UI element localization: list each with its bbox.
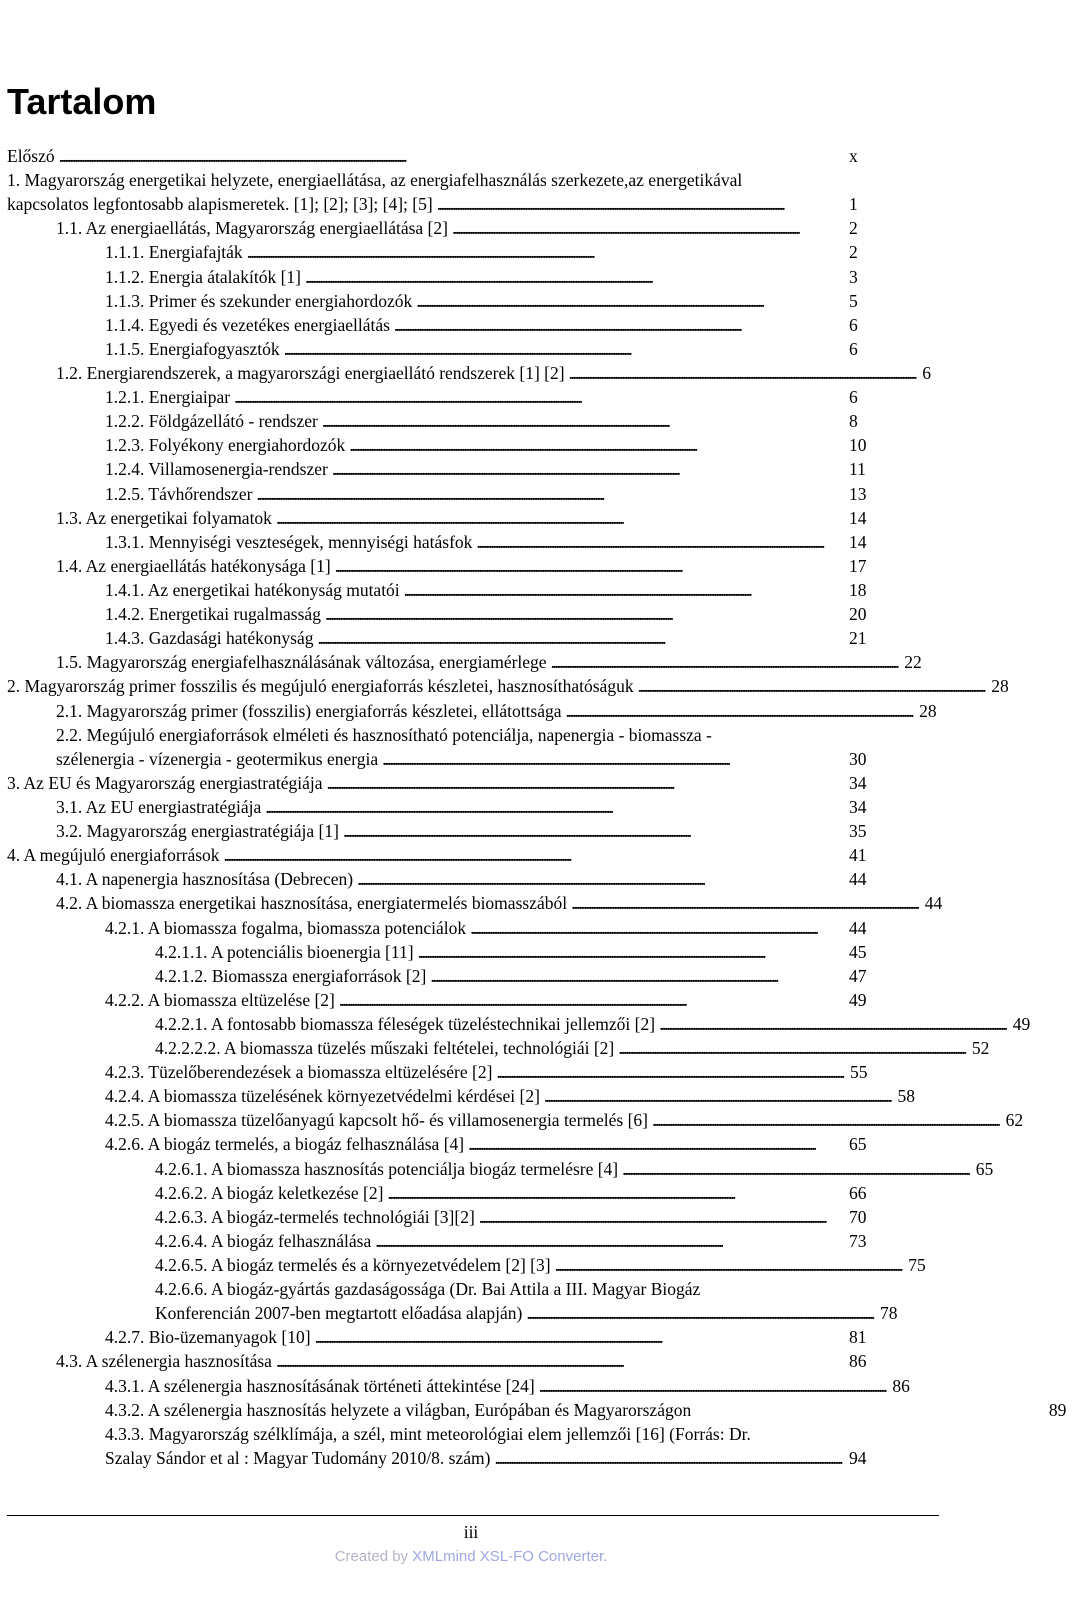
toc-entry-text: 2.1. Magyarország primer (fosszilis) energiaforrás készletei, ellátottsága	[56, 700, 562, 721]
toc-entry[interactable]	[7, 457, 887, 481]
toc-entry[interactable]	[7, 433, 887, 457]
toc-entry[interactable]	[7, 1060, 887, 1084]
toc-entry[interactable]	[7, 771, 887, 795]
toc-leader-dots	[555, 1253, 901, 1277]
toc-page-number: 52	[971, 1038, 990, 1059]
toc-leader-dots	[327, 771, 841, 795]
toc-page-number: 6	[849, 338, 858, 359]
toc-leader-dots	[315, 1325, 841, 1349]
toc-entry[interactable]	[7, 554, 887, 578]
toc-entry-text: 4.1. A napenergia hasznosítása (Debrecen)	[56, 869, 354, 890]
toc-entry[interactable]	[7, 747, 887, 771]
toc-leader-dots	[569, 361, 915, 385]
toc-page-number: 14	[849, 507, 867, 528]
toc-leader-dots	[339, 988, 841, 1012]
toc-entry-text: 1.4. Az energiaellátás hatékonysága [1]	[56, 555, 331, 576]
toc-entry-text: 4.2.5. A biomassza tüzelőanyagú kapcsolt hő- és villamosenergia termelés [6]	[105, 1110, 649, 1131]
toc-entry-text: 3. Az EU és Magyarország energiastratégiája	[7, 772, 323, 793]
toc-entry-text: 4.2.6.1. A biomassza hasznosítás potenciálja biogáz termelésre [4]	[155, 1158, 619, 1179]
toc-leader-dots	[468, 1132, 841, 1156]
toc-page-number: 86	[849, 1351, 867, 1372]
toc-entry-text: Szalay Sándor et al : Magyar Tudomány 2010/8. szám)	[105, 1447, 491, 1468]
footer-divider	[7, 1515, 939, 1516]
toc-entry[interactable]	[7, 192, 887, 216]
toc-entry-text: 4.2.4. A biomassza tüzelésének környezetvédelmi kérdései [2]	[105, 1086, 540, 1107]
toc-page-number: 28	[919, 700, 937, 721]
toc-page-number: 49	[1012, 1013, 1031, 1034]
toc-entry[interactable]	[7, 964, 887, 988]
toc-entry-text: 1.1.5. Energiafogyasztók	[105, 338, 280, 359]
toc-leader-dots	[544, 1084, 890, 1108]
toc-entry-line[interactable]	[7, 1277, 887, 1301]
toc-entry-text: 1.2.3. Folyékony energiahordozók	[105, 435, 346, 456]
toc-entry[interactable]	[7, 819, 887, 843]
toc-page-number: 18	[849, 579, 867, 600]
toc-entry[interactable]	[7, 1036, 990, 1060]
toc-entry-text: Konferencián 2007-ben megtartott előadása alapján)	[155, 1303, 523, 1324]
toc-entry-text: 1.2.1. Energiaipar	[105, 387, 231, 408]
toc-entry-text: 2.2. Megújuló energiaforrások elméleti és hasznosítható potenciálja, napenergia - biomassza -	[56, 724, 712, 745]
toc-page-number: 86	[892, 1375, 910, 1396]
toc-entry[interactable]	[7, 361, 931, 385]
toc-entry-text: 1. Magyarország energetikai helyzete, energiaellátása, az energiafelhasználás szerkezete,az energetikával	[7, 170, 743, 191]
toc-page-number: 8	[849, 411, 858, 432]
toc-leader-dots	[404, 578, 841, 602]
toc-entry[interactable]	[7, 385, 887, 409]
toc-entry[interactable]	[7, 506, 887, 530]
toc-entry[interactable]	[7, 289, 887, 313]
toc-entry-text: 4.2.6.2. A biogáz keletkezése [2]	[155, 1182, 384, 1203]
toc-page-number: 1	[849, 194, 858, 215]
toc-entry-text: 4.2.3. Tüzelőberendezések a biomassza eltüzelésére [2]	[105, 1062, 493, 1083]
toc-leader-dots	[322, 409, 841, 433]
toc-leader-dots	[622, 1157, 968, 1181]
toc-entry-text: 4.2.2.2.2. A biomassza tüzelés műszaki feltételei, technológiái [2]	[155, 1038, 615, 1059]
toc-page-number: 6	[849, 314, 858, 335]
toc-page-number: 2	[849, 242, 858, 263]
toc-entry[interactable]	[7, 988, 887, 1012]
toc-entry[interactable]	[7, 337, 887, 361]
toc-entry[interactable]	[7, 650, 922, 674]
toc-entry[interactable]	[7, 1325, 887, 1349]
toc-entry[interactable]	[7, 1157, 994, 1181]
toc-entry[interactable]	[7, 409, 887, 433]
toc-entry-text: 1.1.3. Primer és szekunder energiahordozók	[105, 290, 413, 311]
toc-entry[interactable]	[7, 313, 887, 337]
toc-leader-dots	[416, 289, 841, 313]
toc-page-number: 11	[849, 459, 866, 480]
toc-leader-dots	[332, 457, 841, 481]
toc-page-number: 70	[849, 1206, 867, 1227]
toc-entry-text: 1.2.4. Villamosenergia-rendszer	[105, 459, 328, 480]
toc-entry-text: 1.1. Az energiaellátás, Magyarország energiaellátása [2]	[56, 218, 448, 239]
toc-leader-dots	[247, 240, 841, 264]
creator-link[interactable]: XMLmind XSL-FO Converter.	[412, 1548, 608, 1565]
toc-entry-text: 1.2.2. Földgázellátó - rendszer	[105, 411, 318, 432]
toc-entry[interactable]	[7, 602, 887, 626]
toc-entry[interactable]	[7, 144, 887, 168]
toc-entry-text: 4.2.6.4. A biogáz felhasználása	[155, 1230, 372, 1251]
toc-entry[interactable]	[7, 216, 887, 240]
toc-entry[interactable]	[7, 867, 887, 891]
toc-page-number: 10	[849, 435, 867, 456]
toc-entry[interactable]	[7, 1084, 916, 1108]
toc-page-number: 6	[922, 362, 931, 383]
toc-entry[interactable]	[7, 795, 887, 819]
toc-leader-dots	[452, 216, 841, 240]
table-of-contents	[7, 144, 1067, 1470]
toc-entry-text: 4. A megújuló energiaforrások	[7, 845, 220, 866]
toc-entry[interactable]	[7, 1181, 887, 1205]
toc-entry-text: 1.1.4. Egyedi és vezetékes energiaellátás	[105, 314, 390, 335]
toc-entry-text: 4.3. A szélenergia hasznosítása	[56, 1351, 272, 1372]
toc-entry-text: Előszó	[7, 146, 55, 166]
toc-entry[interactable]	[7, 1398, 1067, 1422]
toc-leader-dots	[430, 964, 841, 988]
toc-leader-dots	[571, 891, 917, 915]
toc-leader-dots	[418, 940, 841, 964]
toc-entry-text: kapcsolatos legfontosabb alapismeretek. [1]; [2]; [3]; [4]; [5]	[7, 194, 433, 215]
creator-notice	[0, 1546, 942, 1568]
toc-page-number: 81	[849, 1327, 867, 1348]
toc-leader-dots	[476, 530, 841, 554]
page-title: Tartalom	[7, 81, 157, 122]
toc-entry[interactable]	[7, 1253, 926, 1277]
toc-page-number: 49	[849, 989, 867, 1010]
toc-entry-text: 1.4.2. Energetikai rugalmasság	[105, 604, 321, 625]
toc-entry[interactable]	[7, 626, 887, 650]
toc-entry-text: 4.3.2. A szélenergia hasznosítás helyzete a világban, Európában és Magyarországon	[105, 1399, 692, 1420]
toc-entry-text: 4.2.6.5. A biogáz termelés és a környezetvédelem [2] [3]	[155, 1255, 551, 1276]
toc-entry-text: 4.2.6.6. A biogáz-gyártás gazdaságossága (Dr. Bai Attila a III. Magyar Biogáz	[155, 1279, 701, 1300]
toc-entry-text: 4.2.6.3. A biogáz-termelés technológiái [3][2]	[155, 1206, 475, 1227]
toc-page-number: 55	[850, 1062, 868, 1083]
toc-page-number: 58	[897, 1086, 916, 1107]
toc-leader-dots	[539, 1374, 885, 1398]
toc-page-number: 89	[1048, 1399, 1067, 1420]
toc-leader-dots	[234, 385, 841, 409]
toc-entry[interactable]	[7, 530, 887, 554]
toc-entry[interactable]	[7, 1446, 887, 1470]
toc-entry[interactable]	[7, 240, 887, 264]
toc-leader-dots	[59, 144, 841, 168]
toc-entry-text: 1.3. Az energetikai folyamatok	[56, 507, 272, 528]
toc-entry-text: 3.1. Az EU energiastratégiája	[56, 796, 262, 817]
toc-leader-dots	[618, 1036, 964, 1060]
toc-page-number: 44	[924, 893, 943, 914]
toc-entry[interactable]	[7, 265, 887, 289]
toc-page-number: 5	[849, 290, 858, 311]
toc-entry-text: 1.2.5. Távhőrendszer	[105, 483, 253, 504]
toc-entry[interactable]	[7, 843, 887, 867]
toc-leader-dots	[256, 482, 841, 506]
toc-leader-dots	[382, 747, 841, 771]
toc-page-number: 65	[975, 1158, 994, 1179]
toc-page-number: 45	[849, 941, 867, 962]
toc-entry-text: 4.2.6. A biogáz termelés, a biogáz felhasználása [4]	[105, 1134, 465, 1155]
toc-entry-text: 1.5. Magyarország energiafelhasználásának változása, energiamérlege	[56, 652, 547, 673]
toc-leader-dots	[566, 699, 912, 723]
toc-entry-text: 1.4.1. Az energetikai hatékonyság mutatói	[105, 579, 400, 600]
toc-page-number: 14	[849, 531, 867, 552]
toc-entry-text: 3.2. Magyarország energiastratégiája [1]	[56, 821, 339, 842]
toc-page-number: 35	[849, 821, 867, 842]
toc-entry-text: 4.2.2. A biomassza eltüzelése [2]	[105, 989, 335, 1010]
toc-entry-text: 2. Magyarország primer fosszilis és megújuló energiaforrás készletei, hasznosíthatóságuk	[7, 676, 634, 697]
toc-leader-dots	[276, 1349, 841, 1373]
toc-page-number: 41	[849, 845, 867, 866]
toc-entry[interactable]	[7, 1229, 887, 1253]
toc-leader-dots	[551, 650, 897, 674]
toc-entry[interactable]	[7, 1301, 898, 1325]
toc-entry-text: 1.1.2. Energia átalakítók [1]	[105, 266, 302, 287]
toc-leader-dots	[387, 1181, 841, 1205]
toc-entry-text: 4.2.1.2. Biomassza energiaforrások [2]	[155, 965, 427, 986]
toc-page-number: 34	[849, 796, 867, 817]
toc-entry[interactable]	[7, 1205, 887, 1229]
toc-page-number: 62	[1005, 1110, 1024, 1131]
toc-page-number: 65	[849, 1134, 867, 1155]
toc-page-number: 13	[849, 483, 867, 504]
toc-page-number: 44	[849, 869, 867, 890]
toc-entry[interactable]	[7, 674, 1009, 698]
toc-entry[interactable]	[7, 1374, 910, 1398]
page-number: iii	[463, 1522, 479, 1542]
toc-page-number: 78	[879, 1303, 898, 1324]
toc-leader-dots	[343, 819, 841, 843]
toc-leader-dots	[276, 506, 841, 530]
toc-leader-dots	[394, 313, 841, 337]
toc-leader-dots	[526, 1301, 872, 1325]
toc-leader-dots	[470, 916, 841, 940]
toc-entry-line[interactable]	[7, 168, 887, 192]
toc-leader-dots	[325, 602, 841, 626]
toc-entry-text: 4.3.1. A szélenergia hasznosításának történeti áttekintése [24]	[105, 1375, 535, 1396]
toc-leader-dots	[375, 1229, 841, 1253]
toc-entry-text: 4.3.3. Magyarország szélklímája, a szél, mint meteorológiai elem jellemzői [16] (Forrás: Dr.	[105, 1423, 751, 1444]
toc-page-number: 75	[908, 1255, 926, 1276]
toc-entry-text: 4.2. A biomassza energetikai hasznosítása, energiatermelés biomasszából	[56, 893, 568, 914]
toc-leader-dots	[496, 1060, 842, 1084]
toc-page-number: 66	[849, 1182, 867, 1203]
toc-page-number: 47	[849, 965, 867, 986]
toc-leader-dots	[265, 795, 841, 819]
toc-page-number: 30	[849, 748, 867, 769]
toc-leader-dots	[357, 867, 841, 891]
toc-entry-line[interactable]	[7, 1422, 887, 1446]
toc-page-number: 21	[849, 628, 867, 649]
toc-page-number: 20	[849, 604, 867, 625]
toc-leader-dots	[349, 433, 841, 457]
toc-page-number: 34	[849, 772, 867, 793]
toc-leader-dots	[305, 265, 841, 289]
toc-page-number: x	[849, 146, 858, 166]
toc-page-number: 3	[849, 266, 858, 287]
toc-entry[interactable]	[7, 578, 887, 602]
toc-page-number: 44	[849, 917, 867, 938]
toc-page-number: 94	[849, 1447, 867, 1468]
toc-leader-dots	[224, 843, 841, 867]
toc-page-number: 22	[904, 652, 922, 673]
toc-entry-text: 4.2.1. A biomassza fogalma, biomassza potenciálok	[105, 917, 467, 938]
toc-page-number: 73	[849, 1230, 867, 1251]
toc-entry[interactable]	[7, 699, 937, 723]
toc-entry-text: 4.2.2.1. A fontosabb biomassza féleségek tüzeléstechnikai jellemzői [2]	[155, 1013, 656, 1034]
toc-entry-text: 4.2.1.1. A potenciális bioenergia [11]	[155, 941, 414, 962]
toc-leader-dots	[335, 554, 841, 578]
toc-leader-dots	[659, 1012, 1005, 1036]
toc-leader-dots	[494, 1446, 841, 1470]
toc-entry[interactable]	[7, 1012, 1031, 1036]
creator-prefix: Created by	[334, 1548, 413, 1565]
toc-page-number: 28	[991, 676, 1009, 697]
toc-leader-dots	[638, 674, 984, 698]
toc-entry-text: 1.2. Energiarendszerek, a magyarországi energiaellátó rendszerek [1] [2]	[56, 362, 565, 383]
toc-entry[interactable]	[7, 1108, 1024, 1132]
toc-entry-line[interactable]	[7, 723, 887, 747]
toc-entry[interactable]	[7, 1349, 887, 1373]
toc-leader-dots	[652, 1108, 998, 1132]
toc-page-number: 2	[849, 218, 858, 239]
toc-leader-dots	[317, 626, 841, 650]
toc-leader-dots	[437, 192, 841, 216]
toc-leader-dots	[479, 1205, 841, 1229]
toc-page-number: 17	[849, 555, 867, 576]
toc-entry[interactable]	[7, 1132, 887, 1156]
toc-entry[interactable]	[7, 482, 887, 506]
toc-entry[interactable]	[7, 940, 887, 964]
toc-entry-text: 1.3.1. Mennyiségi veszteségek, mennyiségi hatásfok	[105, 531, 473, 552]
toc-entry[interactable]	[7, 916, 887, 940]
toc-page-number: 6	[849, 387, 858, 408]
toc-leader-dots	[284, 337, 841, 361]
toc-entry-text: 1.4.3. Gazdasági hatékonyság	[105, 628, 314, 649]
toc-entry-text: szélenergia - vízenergia - geotermikus energia	[56, 748, 379, 769]
toc-entry-text: 4.2.7. Bio-üzemanyagok [10]	[105, 1327, 311, 1348]
toc-entry-text: 1.1.1. Energiafajták	[105, 242, 243, 263]
toc-entry[interactable]	[7, 891, 943, 915]
